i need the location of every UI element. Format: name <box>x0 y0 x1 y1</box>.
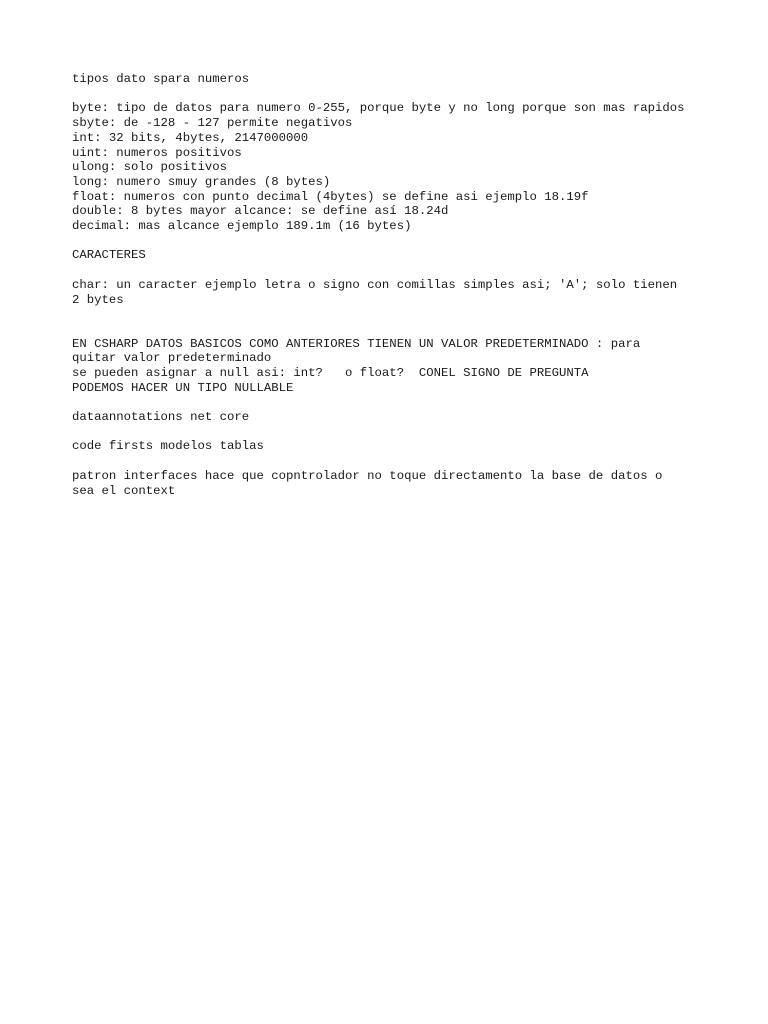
char-line: char: un caracter ejemplo letra o signo con comillas simples asi; 'A'; solo tienen <box>72 277 678 292</box>
numeric-type-line: decimal: mas alcance ejemplo 189.1m (16 bytes) <box>72 219 412 234</box>
heading-block <box>72 72 712 87</box>
char-line: 2 bytes <box>72 292 124 307</box>
numeric-type-line: sbyte: de -128 - 127 permite negativos <box>72 116 353 131</box>
dataannotations-block <box>72 410 712 425</box>
nullable-line: quitar valor predeterminado <box>72 351 272 366</box>
char-block <box>72 278 712 307</box>
numeric-type-line: int: 32 bits, 4bytes, 2147000000 <box>72 130 309 145</box>
document-page <box>72 72 712 513</box>
numeric-type-line: uint: numeros positivos <box>72 145 242 160</box>
nullable-line: se pueden asignar a null asi: int? o float? CONEL SIGNO DE PREGUNTA <box>72 366 589 380</box>
characters-heading-block <box>72 248 712 263</box>
numeric-type-line: byte: tipo de datos para numero 0-255, porque byte y no long porque son mas rapidos <box>72 101 685 116</box>
numeric-type-line: double: 8 bytes mayor alcance: se define así 18.24d <box>72 204 449 219</box>
characters-heading: CARACTERES <box>72 248 146 263</box>
numeric-type-line: ulong: solo positivos <box>72 160 227 175</box>
nullable-block <box>72 337 712 396</box>
code-first-block <box>72 439 712 454</box>
interfaces-line: sea el context <box>72 483 176 498</box>
numeric-type-line: long: numero smuy grandes (8 bytes) <box>72 174 331 189</box>
document-heading: tipos dato spara numeros <box>72 72 250 86</box>
numeric-types-block <box>72 101 712 233</box>
interfaces-block <box>72 469 712 498</box>
numeric-type-line: float: numeros con punto decimal (4bytes) se define asi ejemplo 18.19f <box>72 189 589 204</box>
dataannotations-line: dataannotations net core <box>72 410 250 425</box>
nullable-line: PODEMOS HACER UN TIPO NULLABLE <box>72 380 294 395</box>
interfaces-line: patron interfaces hace que copntrolador no toque directamento la base de datos o <box>72 468 663 483</box>
nullable-line: EN CSHARP DATOS BASICOS COMO ANTERIORES TIENEN UN VALOR PREDETERMINADO : para <box>72 336 641 351</box>
code-first-line: code firsts modelos tablas <box>72 439 264 454</box>
